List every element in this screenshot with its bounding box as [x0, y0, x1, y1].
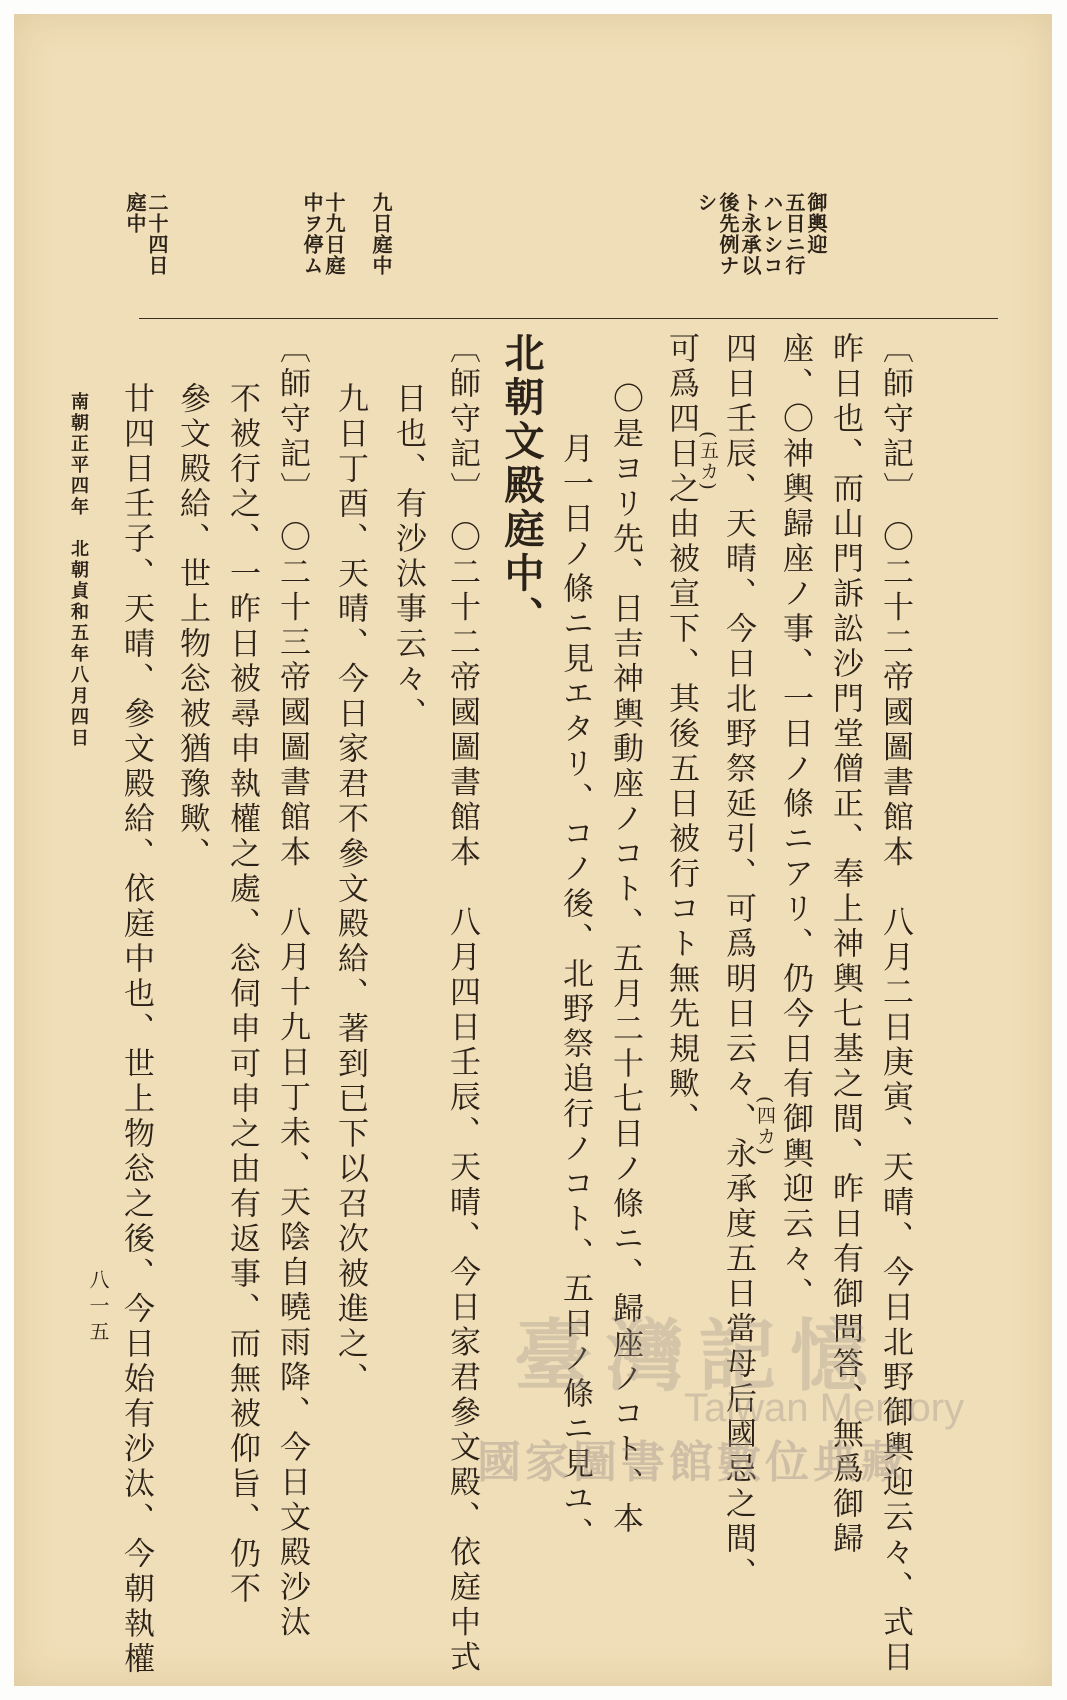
annotation-5ka: (五カ)	[697, 431, 719, 492]
text-column-4: 四日壬辰、天晴、今日北野祭延引、可爲明日云々、永承度五日當母后國忌之間、	[720, 332, 756, 1592]
upper-note-6: シ	[694, 192, 718, 213]
upper-note-11: 庭中	[123, 192, 147, 234]
text-column-11: 九日丁酉、天晴、今日家君不參文殿給、著到已下以召次被進之、	[332, 382, 368, 1397]
text-column-12: 〔師守記〕 〇二十三帝國圖書館本 八月十九日丁未、天陰自曉雨降、今日文殿沙汰	[274, 332, 310, 1641]
upper-note-8: 十九日庭	[322, 192, 346, 276]
annotation-4ka: (四カ)	[754, 1096, 776, 1157]
upper-note-10: 二十四日	[145, 192, 169, 276]
header-rule	[139, 318, 998, 319]
footer-era-note: 南朝正平四年 北朝貞和五年八月四日	[68, 392, 89, 749]
text-column-5: 可爲四日之由被宣下、其後五日被行コト無先規歟、	[663, 332, 699, 1137]
text-column-2: 昨日也、而山門訴訟沙門堂僧正、奉上神輿七基之間、昨日有御問答、無爲御歸	[827, 332, 863, 1557]
text-column-15: 廿四日壬子、天晴、參文殿給、依庭中也、世上物忩之後、今日始有沙汰、今朝執權	[118, 382, 154, 1677]
text-column-9: 〔師守記〕 〇二十二帝國圖書館本 八月四日壬辰、天晴、今日家君參文殿、依庭中式	[444, 332, 480, 1676]
upper-note-5: 後先例ナ	[716, 192, 740, 276]
upper-note-4: ト永承以	[738, 192, 762, 276]
page-number: 八一五	[86, 1269, 110, 1347]
text-column-13: 不被行之、一昨日被尋申執權之處、忩伺申可申之由有返事、而無被仰旨、仍不	[224, 382, 260, 1607]
text-column-6: 〇是ヨリ先、日吉神輿動座ノコト、五月二十七日ノ條ニ、歸座ノコト、本	[607, 382, 643, 1537]
upper-note-2: 五日ニ行	[782, 192, 806, 276]
text-column-3: 座、〇神輿歸座ノ事、一日ノ條ニアリ、仍今日有御輿迎云々、	[777, 332, 813, 1312]
section-heading: 北朝文殿庭中、	[498, 332, 545, 640]
watermark-title: 臺灣記憶	[514, 1311, 883, 1402]
text-column-14: 參文殿給、世上物忩被猶豫歟、	[174, 382, 210, 872]
text-column-10: 日也、有沙汰事云々、	[390, 382, 426, 732]
upper-note-7: 九日庭中	[369, 192, 393, 276]
text-column-1: 〔師守記〕 〇二十二帝國圖書館本 八月二日庚寅、天晴、今日北野御輿迎云々、式日	[877, 332, 913, 1676]
upper-note-1: 御輿迎	[804, 192, 828, 255]
upper-note-3: ハレシコ	[760, 192, 784, 276]
watermark-english: Taiwan Memory	[684, 1386, 965, 1430]
text-column-7: 月一日ノ條ニ見エタリ、コノ後、北野祭追行ノコト、五日ノ條ニ見ユ、	[557, 432, 593, 1552]
upper-note-9: 中ヲ停ム	[300, 192, 324, 276]
document-page	[14, 14, 1052, 1686]
watermark-org: 國家圖書館數位典藏	[477, 1437, 909, 1488]
